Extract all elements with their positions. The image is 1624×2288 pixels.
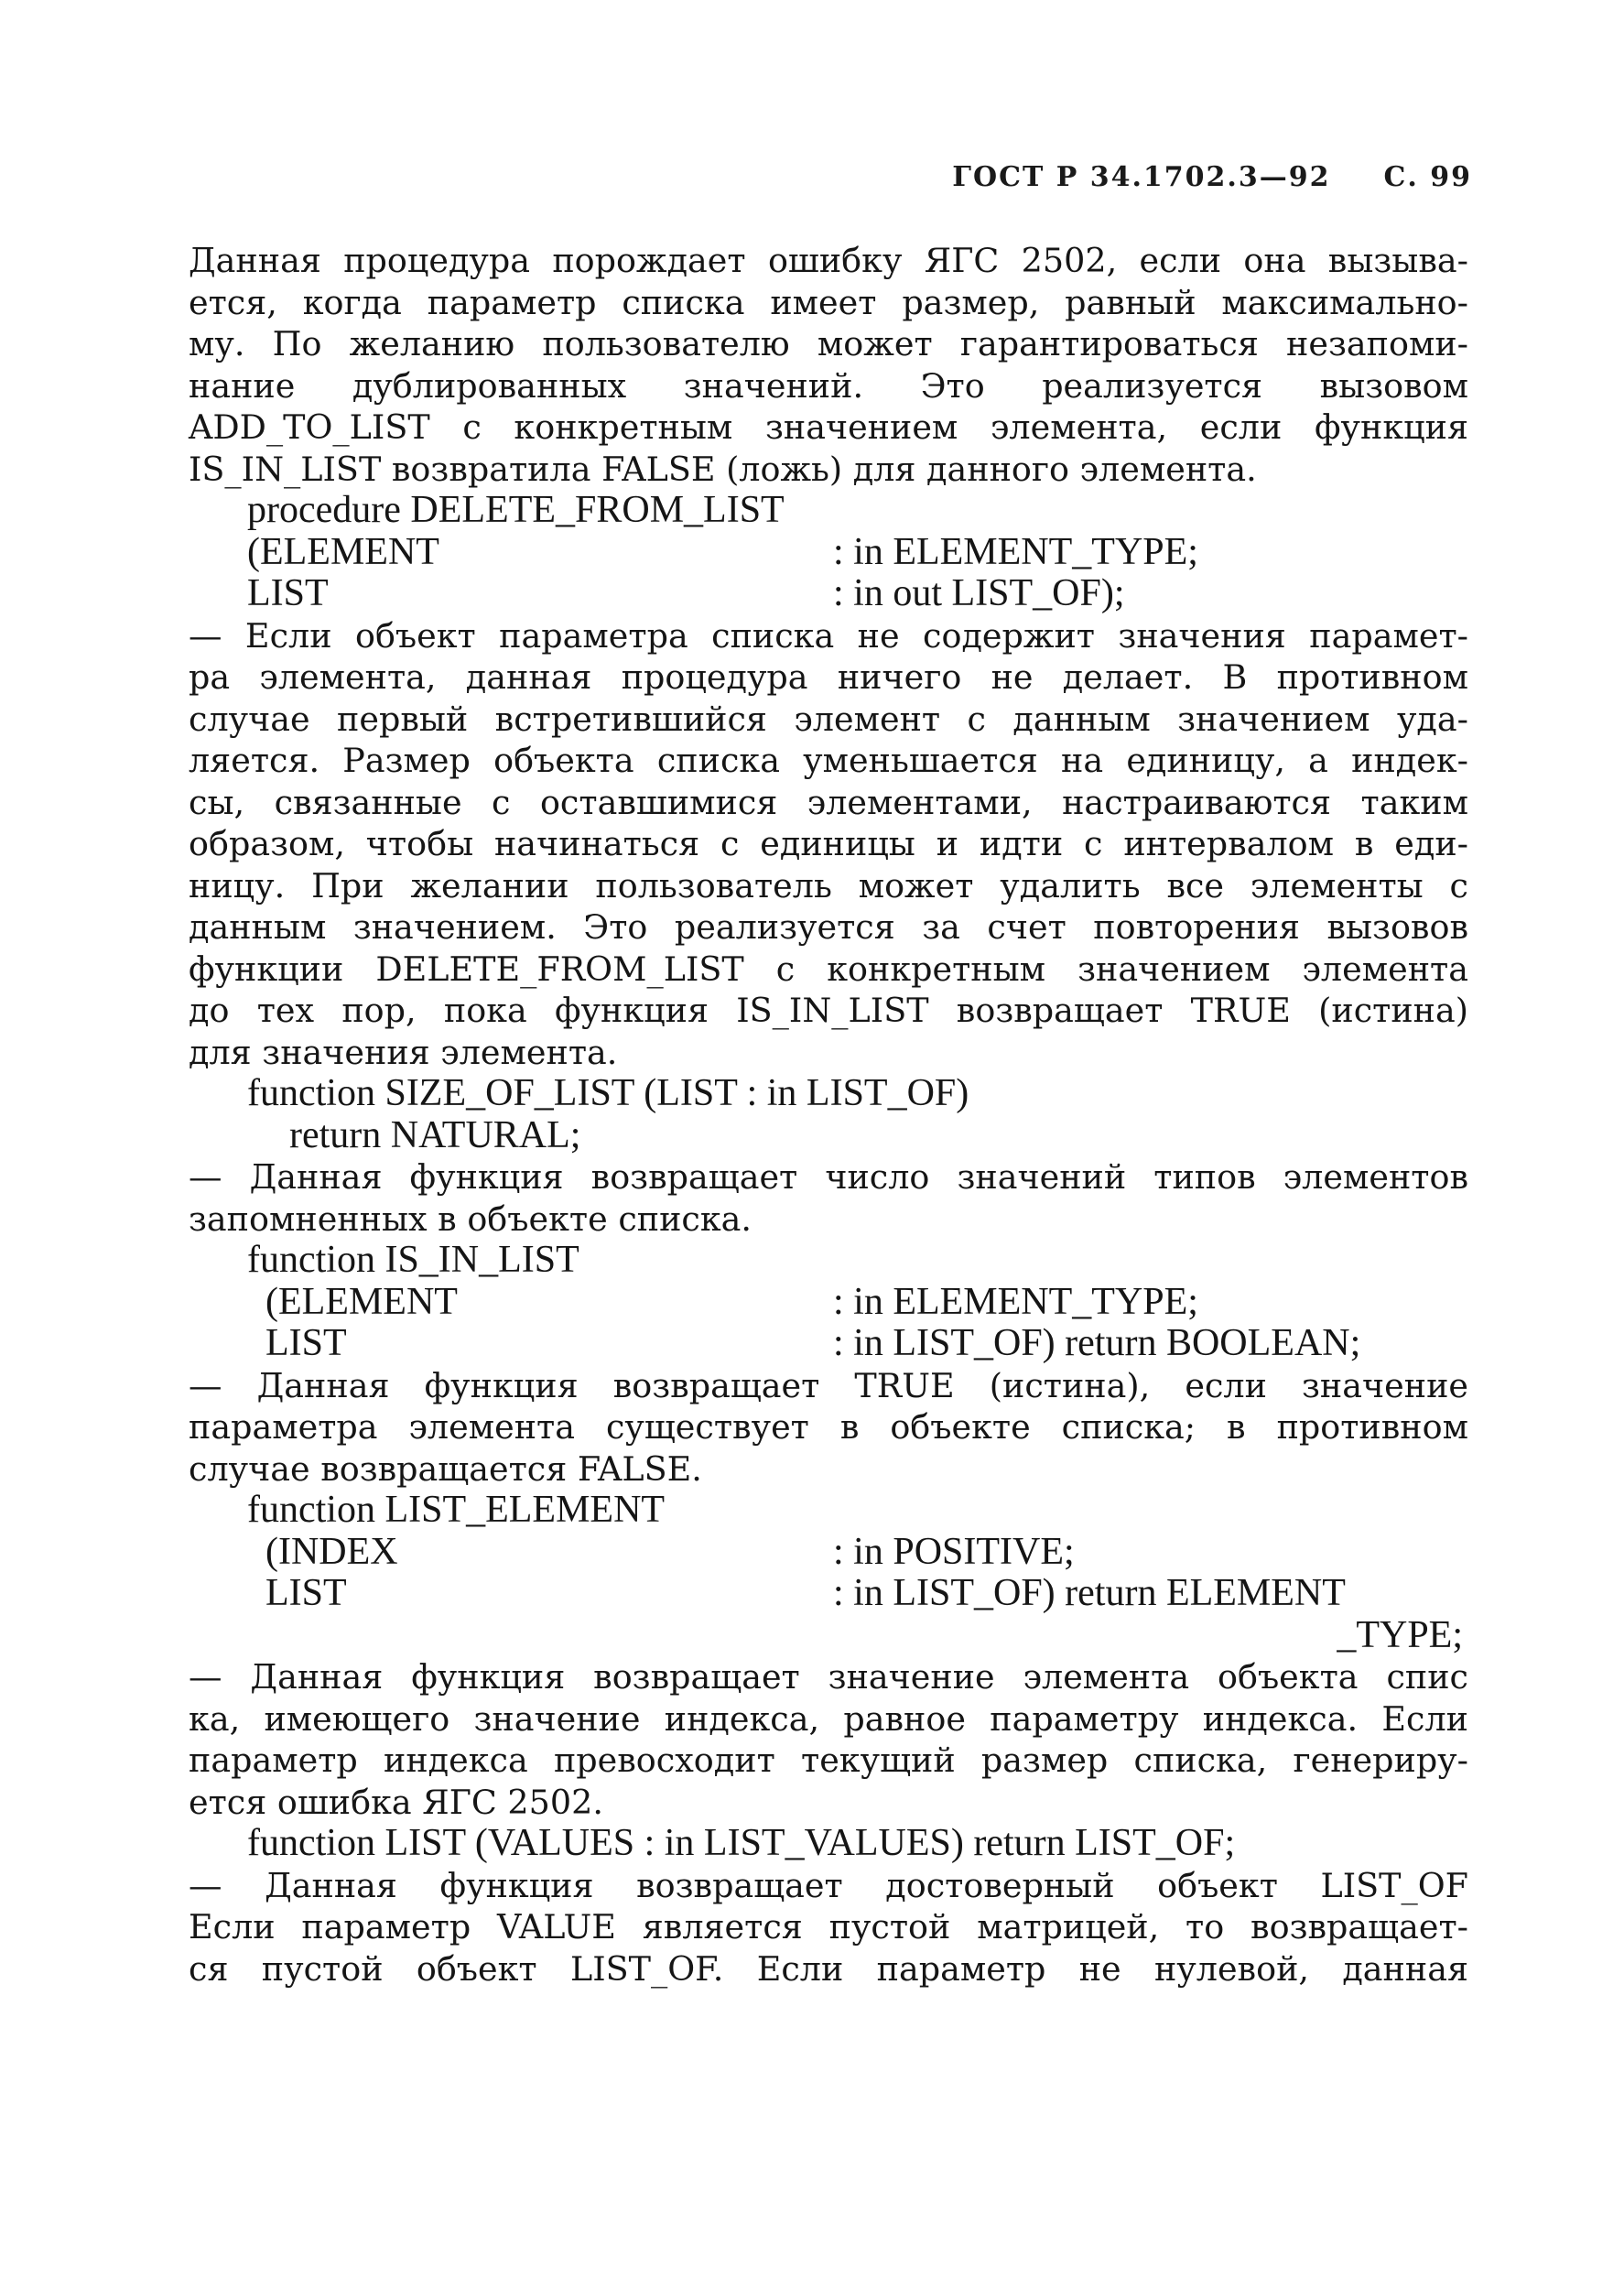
- text-line: для значения элемента.: [189, 1032, 618, 1072]
- text-line: Данная процедура порождает ошибку ЯГС 2502, если она вызыва-: [189, 241, 1468, 280]
- code-line: function LIST (VALUES : in LIST_VALUES) return LIST_OF;: [247, 1822, 1236, 1864]
- text-line: — Данная функция возвращает TRUE (истина), если значение: [189, 1365, 1468, 1405]
- code-is-in-list: [189, 1240, 1468, 1365]
- paragraph-5: [189, 1656, 1468, 1823]
- text-line: сы, связанные с оставшимися элементами, настраиваются таким: [189, 782, 1468, 822]
- code-param-type: : in LIST_OF) return BOOLEAN;: [833, 1322, 1361, 1364]
- paragraph-2: [189, 615, 1468, 1074]
- code-param-name: LIST: [247, 572, 329, 614]
- text-line: параметр индекса превосходит текущий размер списка, генериру-: [189, 1740, 1468, 1780]
- standard-number: ГОСТ Р 34.1702.3—92: [952, 161, 1331, 193]
- text-line: до тех пор, пока функция IS_IN_LIST возвращает TRUE (истина): [189, 991, 1468, 1030]
- paragraph-4: [189, 1365, 1468, 1491]
- code-param-name: (INDEX: [265, 1530, 398, 1573]
- code-param-type: : in ELEMENT_TYPE;: [833, 530, 1198, 573]
- page-number: С. 99: [1383, 161, 1472, 193]
- paragraph-1: [189, 240, 1468, 490]
- code-param-type: : in out LIST_OF);: [833, 572, 1125, 614]
- code-param-row: [189, 1573, 1468, 1615]
- text-line: случае возвращается FALSE.: [189, 1448, 702, 1489]
- text-line: образом, чтобы начинаться с единицы и идти с интервалом в еди-: [189, 824, 1468, 863]
- text-line: параметра элемента существует в объекте списка; в противном: [189, 1407, 1468, 1447]
- paragraph-3: [189, 1156, 1468, 1240]
- code-line: return NATURAL;: [289, 1113, 581, 1156]
- text-line: — Данная функция возвращает число значений типов элементов: [189, 1157, 1468, 1197]
- text-line: ницу. При желании пользователь может удалить все элементы с: [189, 865, 1468, 905]
- code-param-row: [189, 1532, 1468, 1574]
- text-line: — Данная функция возвращает значение элемента объекта спис: [189, 1657, 1468, 1697]
- code-param-row: [189, 1282, 1468, 1324]
- code-delete-from-list: [189, 490, 1468, 615]
- code-list-function: [189, 1823, 1468, 1865]
- text-line: функции DELETE_FROM_LIST с конкретным значением элемента: [189, 949, 1468, 989]
- code-param-name: (ELEMENT: [247, 530, 439, 573]
- text-line: IS_IN_LIST возвратила FALSE (ложь) для данного элемента.: [189, 449, 1257, 489]
- text-line: ется, когда параметр списка имеет размер, равный максимально-: [189, 282, 1468, 322]
- text-line: му. По желанию пользователю может гарантироваться незапоми-: [189, 324, 1468, 363]
- text-line: — Данная функция возвращает достоверный объект LIST_OF: [189, 1865, 1468, 1905]
- code-line: function IS_IN_LIST: [247, 1239, 579, 1281]
- text-line: ется ошибка ЯГС 2502.: [189, 1782, 603, 1822]
- text-line: ра элемента, данная процедура ничего не делает. В противном: [189, 657, 1468, 697]
- code-size-of-list: [189, 1073, 1468, 1156]
- text-line: ляется. Размер объекта списка уменьшается на единицу, а индек-: [189, 741, 1468, 780]
- text-line: — Если объект параметра списка не содержит значения парамет-: [189, 615, 1468, 656]
- code-param-row: [189, 1323, 1468, 1365]
- text-line: запомненных в объекте списка.: [189, 1198, 752, 1239]
- text-line: Если параметр VALUE является пустой матрицей, то возвращает-: [189, 1907, 1468, 1946]
- code-line: procedure DELETE_FROM_LIST: [247, 489, 785, 531]
- code-param-type: : in POSITIVE;: [833, 1530, 1075, 1573]
- text-line: данным значением. Это реализуется за счет повторения вызовов: [189, 907, 1468, 947]
- code-list-element: [189, 1490, 1468, 1656]
- code-param-name: LIST: [265, 1572, 347, 1614]
- code-param-type: : in LIST_OF) return ELEMENT: [833, 1572, 1346, 1614]
- code-line: _TYPE;: [1337, 1613, 1463, 1656]
- text-line: ADD_TO_LIST с конкретным значением элемента, если функция: [189, 407, 1468, 447]
- code-line: function LIST_ELEMENT: [247, 1489, 666, 1531]
- code-param-name: (ELEMENT: [265, 1280, 458, 1323]
- code-param-type: : in ELEMENT_TYPE;: [833, 1280, 1198, 1323]
- body-text: [189, 240, 1468, 1990]
- paragraph-6: [189, 1865, 1468, 1990]
- code-param-name: LIST: [265, 1322, 347, 1364]
- page-header: [952, 161, 1472, 193]
- code-param-row: [189, 532, 1468, 574]
- text-line: нание дублированных значений. Это реализуется вызовом: [189, 365, 1468, 406]
- code-param-row: [189, 573, 1468, 615]
- text-line: случае первый встретившийся элемент с данным значением уда-: [189, 699, 1468, 739]
- code-line: function SIZE_OF_LIST (LIST : in LIST_OF): [247, 1072, 969, 1114]
- text-line: ка, имеющего значение индекса, равное параметру индекса. Если: [189, 1698, 1468, 1739]
- text-line: ся пустой объект LIST_OF. Если параметр не нулевой, данная: [189, 1948, 1468, 1989]
